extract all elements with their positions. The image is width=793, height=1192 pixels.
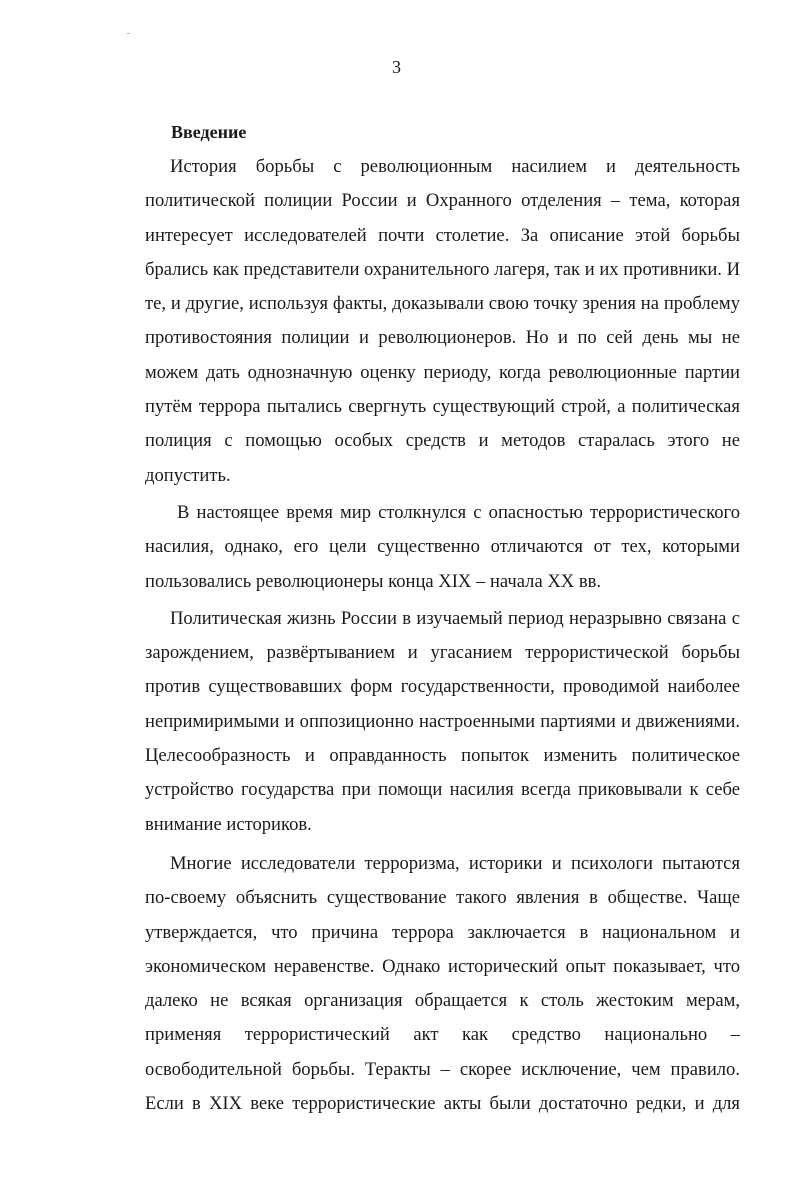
text-line: непримиримыми и оппозиционно настроенными партиями и движениями. [145, 710, 740, 732]
page-number: 3 [392, 57, 401, 77]
text-line: устройство государства при помощи насилия всегда приковывали к себе [145, 779, 740, 801]
text-line: зарождением, развёртыванием и угасанием террористической борьбы [145, 642, 740, 664]
paragraph-4 [145, 847, 740, 1121]
section-heading: Введение [171, 122, 247, 142]
text-line: пользовались революционеры конца XIX – начала XX вв. [145, 570, 602, 592]
text-line: Целесообразность и оправданность попыток изменить политическое [145, 745, 740, 767]
paragraph-3 [145, 602, 740, 842]
body-text [145, 150, 740, 1121]
text-line: допустить. [145, 464, 231, 486]
text-line: Многие исследователи терроризма, историки и психологи пытаются [170, 852, 740, 874]
paragraph-1 [145, 150, 740, 493]
text-line: В настоящее время мир столкнулся с опасностью террористического [177, 501, 740, 523]
text-line: брались как представители охранительного лагеря, так и их противники. И [145, 258, 740, 280]
text-line: можем дать однозначную оценку периоду, когда революционные партии [145, 361, 740, 383]
text-line: по-своему объяснить существование такого явления в обществе. Чаще [145, 887, 740, 909]
text-line: политической полиции России и Охранного отделения – тема, которая [145, 190, 740, 212]
text-line: те, и другие, используя факты, доказывали свою точку зрения на проблему [145, 293, 740, 315]
text-line: применяя террористический акт как средство национально – [145, 1024, 740, 1046]
text-line: История борьбы с революционным насилием и деятельность [170, 156, 740, 177]
text-line: противостояния полиции и революционеров. Но и по сей день мы не [145, 327, 740, 349]
text-line: внимание историков. [145, 813, 312, 835]
text-line: против существовавших форм государственности, проводимой наиболее [145, 676, 740, 698]
text-line: экономическом неравенстве. Однако исторический опыт показывает, что [145, 955, 740, 977]
text-line: Если в XIX веке террористические акты были достаточно редки, и для [145, 1093, 740, 1115]
text-line: путём террора пытались свергнуть существующий строй, а политическая [145, 396, 740, 418]
text-line: утверждается, что причина террора заключается в национальном и [145, 921, 740, 943]
paragraph-2 [145, 496, 740, 599]
scan-artifact [127, 33, 130, 34]
text-line: интересует исследователей почти столетие. За описание этой борьбы [145, 224, 740, 246]
text-line: освободительной борьбы. Теракты – скорее исключение, чем правило. [145, 1058, 740, 1080]
text-line: Политическая жизнь России в изучаемый период неразрывно связана с [170, 607, 740, 629]
text-line: насилия, однако, его цели существенно отличаются от тех, которыми [145, 536, 740, 558]
text-line: далеко не всякая организация обращается к столь жестоким мерам, [145, 990, 740, 1012]
text-line: полиция с помощью особых средств и методов старалась этого не [145, 430, 740, 452]
